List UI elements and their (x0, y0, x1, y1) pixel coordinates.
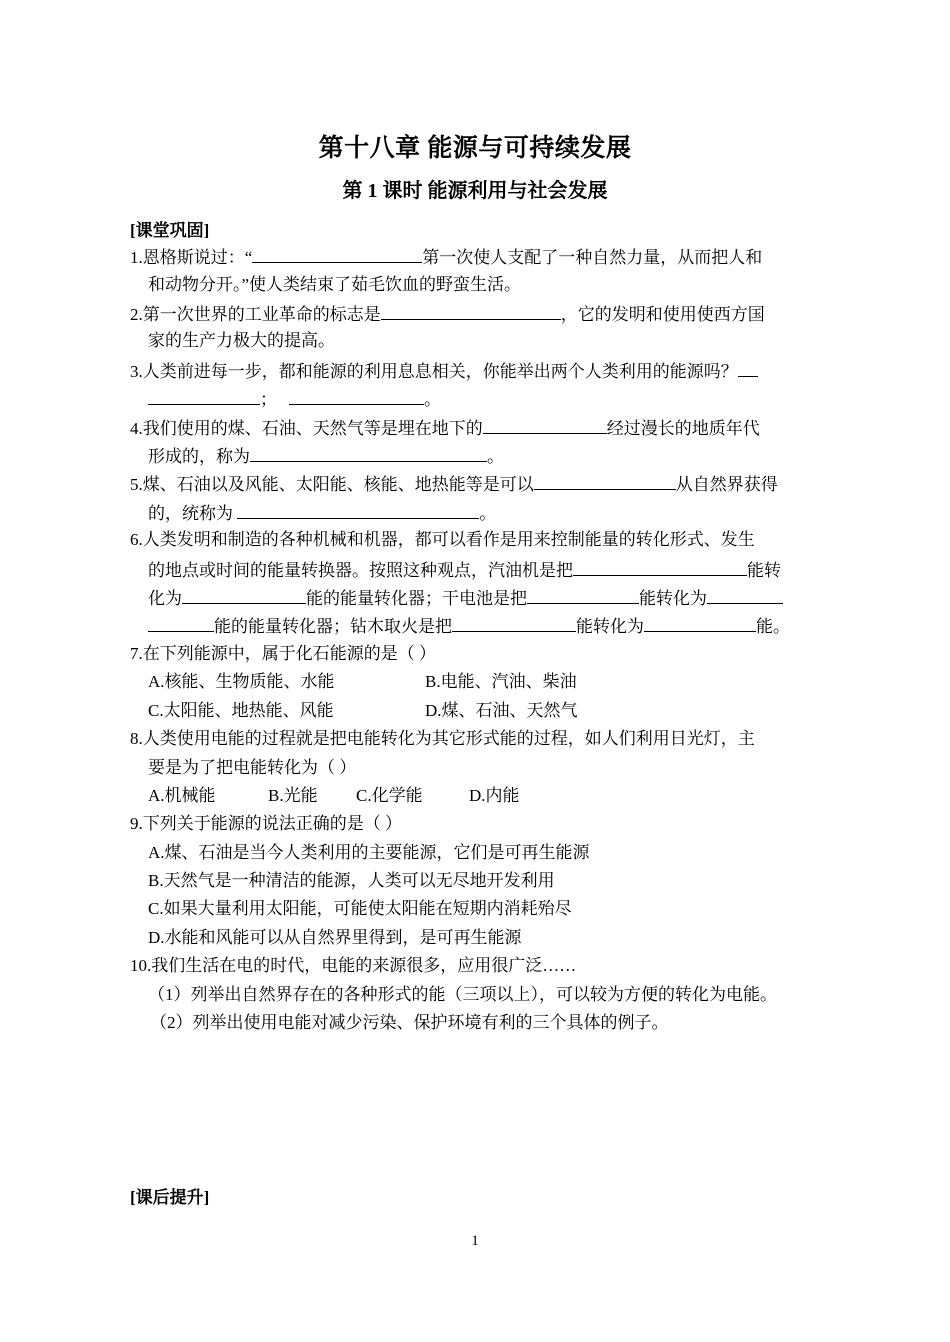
question-7-options-row-2 (148, 700, 578, 722)
option-a: A.机械能 (148, 786, 216, 805)
blank (534, 472, 676, 490)
option-a: A.核能、生物质能、水能 (148, 672, 335, 691)
question-4-line-1: 4.我们使用的煤、石油、天然气等是埋在地下的 经过漫长的地质年代 (130, 416, 760, 440)
blank (148, 614, 214, 632)
question-4-line-2: 形成的，称为 。 (148, 444, 504, 468)
blank (527, 586, 639, 604)
question-9-option-c: C.如果大量利用太阳能，可能使太阳能在短期内消耗殆尽 (148, 899, 572, 918)
question-1-line-1: 1.恩格斯说过：“ 第一次使人支配了一种自然力量，从而把人和 (130, 245, 762, 269)
blank (182, 586, 306, 604)
page-number: 1 (471, 1233, 479, 1249)
option-c: C.化学能 (356, 786, 423, 805)
question-9-option-a: A.煤、石油是当今人类利用的主要能源，它们是可再生能源 (148, 843, 590, 862)
option-c: C.太阳能、地热能、风能 (148, 701, 334, 720)
blank (573, 558, 747, 576)
question-9-stem: 9.下列关于能源的说法正确的是（ ） (130, 814, 402, 833)
question-5-line-1: 5.煤、石油以及风能、太阳能、核能、地热能等是可以 从自然界获得 (130, 472, 778, 496)
question-2-line-1: 2.第一次世界的工业革命的标志是 ，它的发明和使用使西方国 (130, 302, 765, 326)
question-6-line-3: 化为 能的能量转化器；干电池是把 能转化为 (148, 586, 783, 610)
blank (381, 302, 561, 320)
question-6-line-4: 能的能量转化器；钻木取火是把 能转化为 能。 (148, 614, 790, 638)
question-7-options-row-1 (148, 671, 577, 693)
blank (250, 444, 487, 462)
question-2-line-2: 家的生产力极大的提高。 (148, 331, 335, 350)
blank (289, 387, 424, 405)
question-9-option-d: D.水能和风能可以从自然界里得到，是可再生能源 (148, 928, 522, 947)
question-3-line-1: 3.人类前进每一步，都和能源的利用息息相关，你能举出两个人类利用的能源吗？ (130, 359, 758, 383)
blank (738, 359, 758, 377)
question-9-option-b: B.天然气是一种清洁的能源，人类可以无尽地开发利用 (148, 871, 555, 890)
blank (644, 614, 756, 632)
question-5-line-2: 的，统称为 。 (148, 501, 496, 525)
question-3-line-2: ； 。 (148, 387, 441, 411)
question-8-options (148, 785, 520, 807)
blank (252, 245, 422, 263)
chapter-title: 第十八章 能源与可持续发展 (318, 135, 632, 162)
blank (452, 614, 576, 632)
lesson-title: 第 1 课时 能源利用与社会发展 (342, 180, 608, 202)
blank (237, 501, 479, 519)
question-6-line-1: 6.人类发明和制造的各种机械和机器，都可以看作是用来控制能量的转化形式、发生 (130, 530, 755, 549)
question-10-stem: 10.我们生活在电的时代，电能的来源很多，应用很广泛…… (130, 956, 577, 975)
section-heading-after-class: [课后提升] (130, 1188, 210, 1207)
question-10-part-2: （2）列举出使用电能对减少污染、保护环境有利的三个具体的例子。 (150, 1013, 669, 1032)
option-b: B.光能 (268, 786, 318, 805)
question-6-line-2: 的地点或时间的能量转换器。按照这种观点，汽油机是把 能转 (148, 558, 781, 582)
blank (707, 586, 783, 604)
question-1-line-2: 和动物分开。”使人类结束了茹毛饮血的野蛮生活。 (148, 275, 522, 294)
section-heading-classroom: [课堂巩固] (130, 221, 210, 240)
option-b: B.电能、汽油、柴油 (425, 672, 577, 691)
option-d: D.内能 (469, 786, 520, 805)
blank (483, 416, 607, 434)
blank (148, 387, 260, 405)
question-10-part-1: （1）列举出自然界存在的各种形式的能（三项以上），可以较为方便的转化为电能。 (148, 985, 777, 1004)
option-d: D.煤、石油、天然气 (425, 701, 578, 720)
question-8-stem-line-2: 要是为了把电能转化为（ ） (148, 758, 357, 777)
question-8-stem-line-1: 8.人类使用电能的过程就是把电能转化为其它形式能的过程，如人们利用日光灯，主 (130, 729, 755, 748)
question-7-stem: 7.在下列能源中，属于化石能源的是（ ） (130, 644, 436, 663)
